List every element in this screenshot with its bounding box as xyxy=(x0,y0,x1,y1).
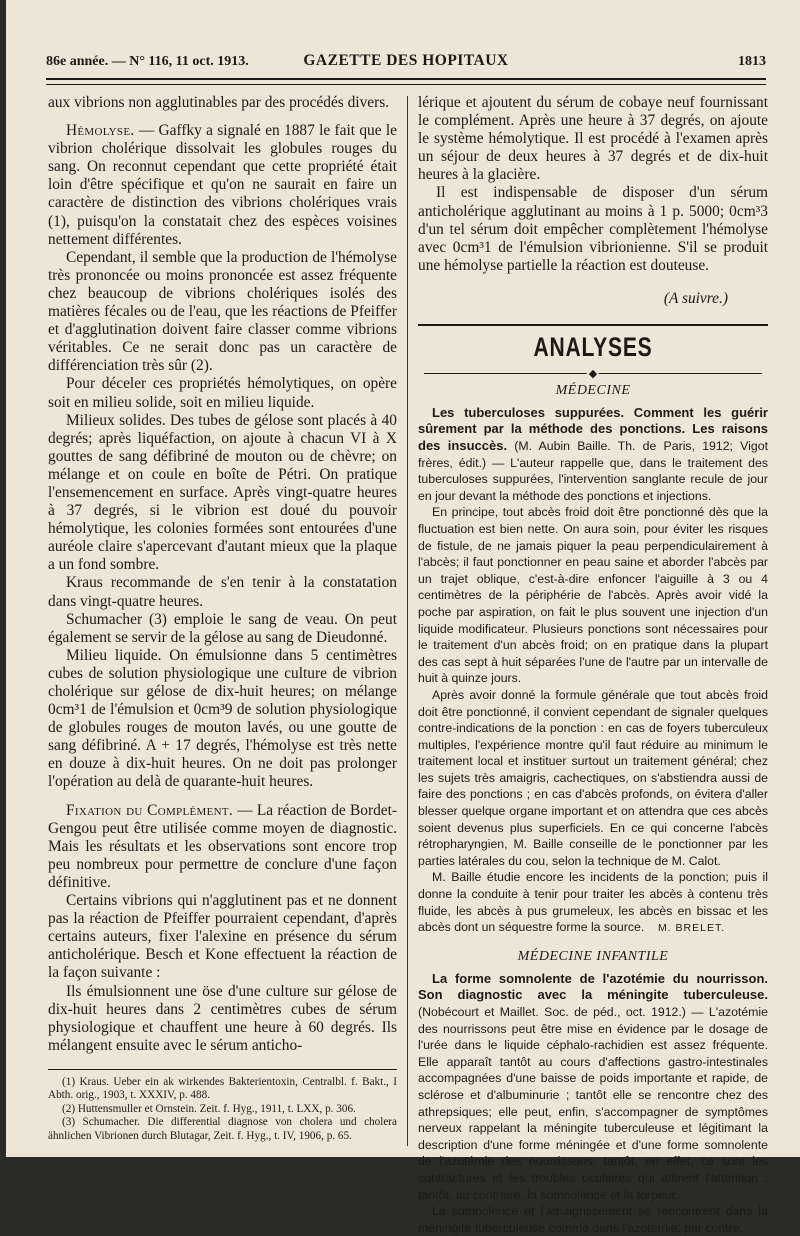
paragraph: aux vibrions non agglutinables par des procédés divers. xyxy=(48,94,390,111)
page-header xyxy=(46,50,766,74)
paragraph: Milieu liquide. On émulsionne dans 5 centimètres cubes de solution physiologique une culture de vibrion cholérique sur gélose de dix-huit heures; on mélange 0cm³1 de l'émulsion et 0cm³9 de solution physiologique de globules rouges de mouton lavés, ou une goutte de sang défibriné. A + 17 degrés, l'hémolyse est très nette en douze à dix-huit heures. On ne doit pas prolonger l'opération au delà de quarante-huit heures. xyxy=(48,646,397,791)
paragraph: Cependant, il semble que la production de l'hémolyse très prononcée ou moins prononcée est assez fréquente chez beaucoup de vibrions cholériques isolés des matières fécales ou de l'eau, que les réactions de Pfeiffer et d'agglutination doivent faire classer comme vibrions véritables. Ce ne serait donc pas un caractère de différenciation très sûr (2). xyxy=(48,248,397,375)
analysis-entry xyxy=(418,405,768,505)
paragraph: Schumacher (3) emploie le sang de veau. On peut également se servir de la gélose au sang de Dieudonné. xyxy=(48,610,397,646)
section-title-hemolyse: Hémolyse. xyxy=(66,122,135,140)
column-divider xyxy=(407,96,408,1146)
paragraph-hemolyse xyxy=(48,122,397,249)
ornament-rule xyxy=(424,367,762,379)
paragraph-fixation xyxy=(48,802,397,892)
footnote: (3) Schumacher. Die differential diagnose von cholera und cholera ähnlichen Vibrionen durch Blutagar, Zeit. f. Hyg., t. IV, 1906, p. 65. xyxy=(48,1116,397,1142)
analysis-title: La forme somnolente de l'azotémie du nourrisson. Son diagnostic avec la méningite tuberculeuse. xyxy=(418,970,768,1003)
paragraph: Après avoir donné la formule générale que tout abcès froid doit être ponctionné, il convient cependant de signaler quelques contre-indications de la ponction : en cas de foyers tuberculeux multiples, l'expérience montre qu'il faut réduire au minimum le traitement local et instituer surtout un traitement général; chez les sujets très amaigris, cachectiques, on s'abstiendra aussi de faire des ponctions ; en cas d'abcès profonds, on évitera d'aller blesser quelque organe important et on attendra que ces abcès soient devenus plus superficiels. En ce qui concerne l'abcès rétropharyngien, M. Baille conseille de le ponctionner par les parties latérales du cou, selon la technique de M. Calot. xyxy=(418,687,768,868)
paragraph-text: — Gaffky a signalé en 1887 le fait que le vibrion cholérique dissolvait les globules rouges du sang. On reconnut cependant que cette propriété était loin d'être spécifique et qu'on ne saurait en faire un caractère de distinction des vibrions cholériques vrais (1), puisqu'on la constatait chez des espèces voisines nettement différentes. xyxy=(48,122,397,248)
footnote-rule xyxy=(48,1069,397,1070)
paragraph: La somnolence et l'amaigrissement se rencontrent dans la méningite tuberculeuse comme dans l'azotémie; par contre, xyxy=(418,1204,768,1235)
paragraph: Pour déceler ces propriétés hémolytiques, on opère soit en milieu solide, soit en milieu liquide. xyxy=(48,375,397,411)
right-column xyxy=(418,94,768,1235)
paragraph-signed xyxy=(418,869,768,936)
analysis-text: (M. Aubin Baille. Th. de Paris, 1912; Vigot frères, édit.) — L'auteur rappelle que, dans le traitement des tuberculoses suppurées, l'intervention sanglante recule de jour en jour devant la méthode des ponctions et injections. xyxy=(418,439,768,503)
paragraph-text: — La réaction de Bordet-Gengou peut être utilisée comme moyen de diagnostic. Mais les résultats et les observations sont encore trop peu nombreux pour permettre de conclure d'une façon définitive. xyxy=(48,801,397,891)
paragraph: Certains vibrions qui n'agglutinent pas et ne donnent pas la réaction de Pfeiffer pourraient cependant, d'après certains auteurs, fixer l'alexine en présence du sérum anticholérique. Besch et Kone effectuent la réaction de la façon suivante : xyxy=(48,892,397,982)
ornament-diamond-icon: ◆ xyxy=(588,367,598,380)
section-title-fixation: Fixation du Complément. xyxy=(66,801,234,819)
footnote: (2) Huttensmuller et Ornstein. Zeit. f. Hyg., 1911, t. LXX, p. 306. xyxy=(62,1102,356,1115)
page-number: 1813 xyxy=(738,54,766,69)
section-rule xyxy=(418,324,768,326)
paragraph: lérique et ajoutent du sérum de cobaye neuf fournissant le complément. Après une heure à 37 degrés, on ajoute le système hémolytique. Il est procédé à l'examen après un séjour de deux heures à 37 degrés et de dix-huit heures à la glacière. xyxy=(418,94,768,184)
to-be-continued: (A suivre.) xyxy=(663,290,728,308)
header-rule-thick xyxy=(46,78,766,80)
analysis-title: Les tuberculoses suppurées. Comment les guérir sûrement par la méthode des ponctions. Les raisons des insuccès. xyxy=(418,404,768,453)
footnote: (1) Kraus. Ueber ein ak wirkendes Bakterientoxin, Centralbl. f. Bakt., I Abth. orig., 1903, t. XXXIV, p. 488. xyxy=(48,1075,397,1102)
paragraph: Il est indispensable de disposer d'un sérum anticholérique agglutinant au moins à 1 p. 5000; 0cm³3 d'un tel sérum doit empêcher complètement l'hémolyse avec 0cm³1 de l'émulsion vibrionienne. S'il se produit une hémolyse partielle la réaction est douteuse. xyxy=(418,184,768,274)
newspaper-title: GAZETTE DES HOPITAUX xyxy=(303,52,509,69)
analysis-text: (Nobécourt et Maillet. Soc. de péd., oct. 1912.) — L'azotémie des nourrissons peut être mise en évidence par le dosage de l'urée dans le liquide céphalo-rachidien est assez fréquente. Elle apparaît tantôt au cours d'affections gastro-intestinales accompagnées d'une baisse de poids importante et rapide, de sclérose et d'albuminurie ; tantôt elle se rencontre chez des athrepsiques; elle peut, enfin, s'accompagner de symptômes nerveux rappelant la méningite tuberculeuse et légitimant la description d'une forme méningée et d'une forme somnolente de l'azotémie des nourrissons; tantôt, en effet, ce sont les contractures et les troubles oculaires qui attirent l'attention ; tantôt, au contraire, la somnolence et la torpeur. xyxy=(418,1005,768,1202)
analyses-heading: ANALYSES xyxy=(533,331,653,362)
paragraph-text: M. Baille étudie encore les incidents de la ponction; puis il donne la conduite à tenir pour traiter les abcès à contenu très fluide, les abcès à pus grumeleux, les abcès en bissac et les abcès dont un séquestre forme la source. xyxy=(418,870,768,935)
left-column xyxy=(48,94,397,1154)
section-medecine-infantile: MÉDECINE INFANTILE xyxy=(517,948,669,964)
header-rule-thin xyxy=(46,84,766,85)
paragraph: Milieux solides. Des tubes de gélose sont placés à 40 degrés; après liquéfaction, on ajoute à chacun VI à X gouttes de sang défibriné de mouton ou de chèvre; on mélange et on coule en boîte de Pétri. On pratique l'ensemencement en surface. Après vingt-quatre heures à 37 degrés, si le vibrion est doué du pouvoir hémolytique, les colonies formées sont entourées d'une auréole claire s'apercevant d'autant mieux que la plaque a un fond sombre. xyxy=(48,411,397,574)
signature: M. BRELET. xyxy=(657,922,726,935)
analysis-entry xyxy=(418,971,768,1203)
newspaper-page xyxy=(6,0,800,1235)
paragraph: Ils émulsionnent une öse d'une culture sur gélose de dix-huit heures dans 2 centimètres cubes de sérum physiologique et chauffent une heure à 60 degrés. Ils mélangent ensuite avec le sérum anticho- xyxy=(48,982,397,1054)
issue-info: 86e année. — N° 116, 11 oct. 1913. xyxy=(46,54,249,69)
section-medecine: MÉDECINE xyxy=(555,382,631,398)
paragraph: Kraus recommande de s'en tenir à la constatation dans vingt-quatre heures. xyxy=(48,574,397,610)
paragraph: En principe, tout abcès froid doit être ponctionné dès que la fluctuation est bien nette. On aura soin, pour éviter les risques de fistule, de ne jamais piquer la peau perpendiculairement à l'abcès; il faut ponctionner en peau saine et aborder l'abcès par un trajet oblique, c'est-à-dire enfoncer l'aiguille à 3 ou 4 centimètres de la périphérie de l'abcès. Après avoir vidé la poche par aspiration, on fait le plus souvent une injection d'un liquide modificateur. Plusieurs ponctions sont nécessaires pour le traitement d'un abcès froid; on en pratique dans la plupart des cas sept à huit séparées l'une de l'autre par un intervalle de huit à quinze jours. xyxy=(418,505,768,686)
